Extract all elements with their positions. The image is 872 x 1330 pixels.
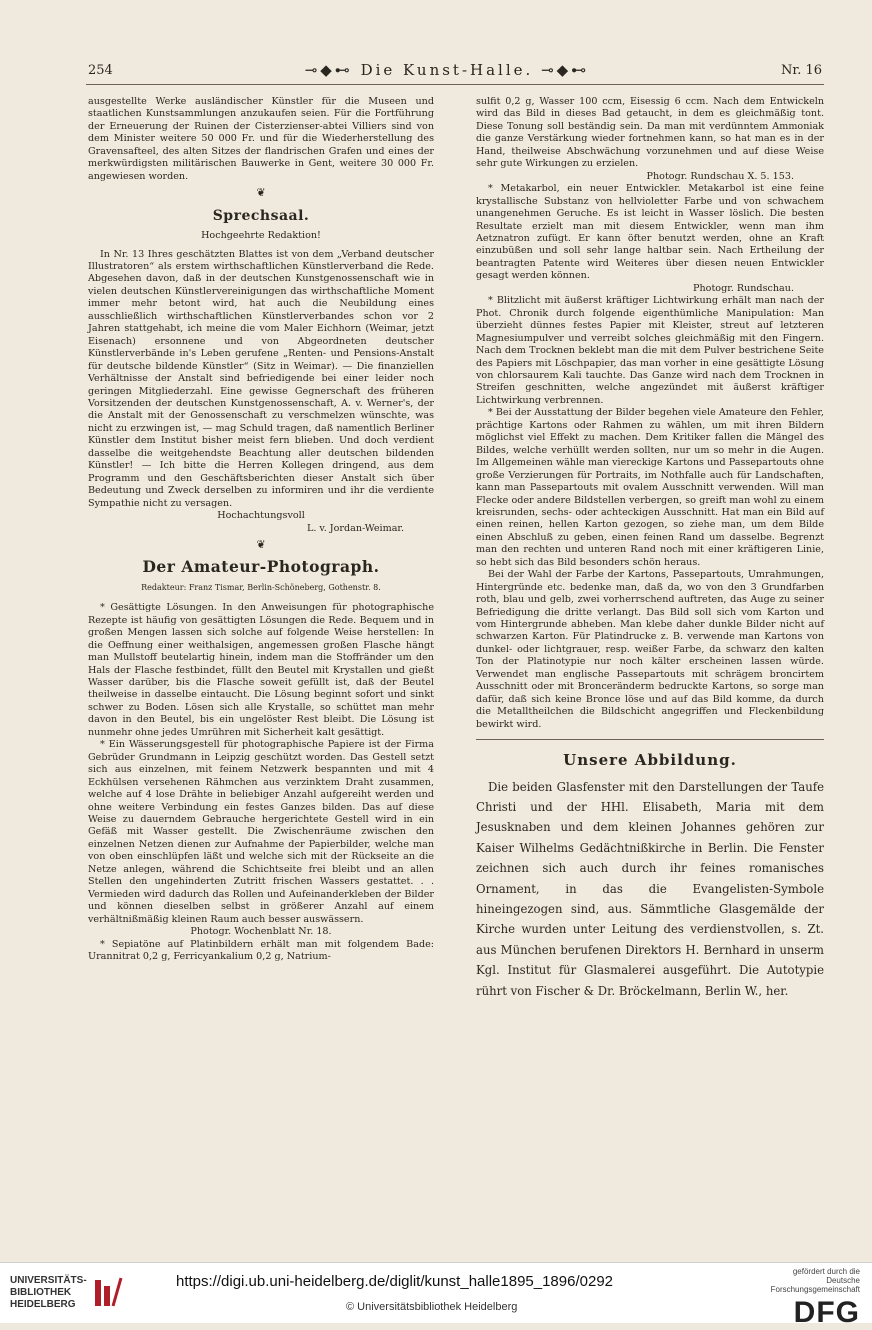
left-column (88, 96, 434, 963)
separator-ornament-icon: ❦ (256, 537, 266, 551)
ornament-left-icon: ⊸◆⊷ (304, 61, 361, 79)
journal-title: ⊸◆⊷ Die Kunst-Halle. ⊸◆⊷ (304, 61, 590, 79)
amateur-editor: Redakteur: Franz Tismar, Berlin-Schöneberg, Gothenstr. 8. (141, 582, 381, 592)
separator-ornament-icon: ❦ (256, 186, 266, 200)
page-url-link[interactable]: https://digi.ub.uni-heidelberg.de/diglit/kunst_halle1895_1896/0292 (176, 1273, 613, 1290)
continued-paragraph: sulfit 0,2 g, Wasser 100 ccm, Eisessig 6 ccm. Nach dem Entwickeln wird das Bild in dieses Bad getaucht, in dem es gleichmäßig tont. Diese Tonung soll beständig sein. Da man mit verdünntem Ammoniak die ganze Verstärkung wieder fortnehmen kann, so hat man es in der Hand, theilweise Abschwächung vorzunehmen und auf diese Weise sehr gute Wirkungen zu erzielen. (476, 96, 824, 170)
library-name: UNIVERSITÄTS- BIBLIOTHEK HEIDELBERG (10, 1275, 87, 1310)
copyright-text: © Universitätsbibliothek Heidelberg (346, 1301, 518, 1313)
sprechsaal-text: In Nr. 13 Ihres geschätzten Blattes ist von dem „Verband deutscher Illustratoren“ als erstem wirthschaftlichen Künstlerverband die Rede. Abgesehen davon, daß in der deutschen Kunstgenossenschaft wie in vielen deutschen Künstlervereinigungen das wirthschaftliche Moment immer mehr betont wird, hat auch die Neubildung eines ausschließlich wirthschaftlichen Künstlerverbandes schon vor 2 Jahren stattgehabt, ich meine die vom Maler Eichhorn (Weimar, jetzt Eisenach) ersonnene und von Abgeordneten deutscher Künstlerverbände in's Leben gerufene „Renten- und Pensions-Anstalt für deutsche bildende Künstler“ (Sitz in Weimar). — Die finanziellen Verhältnisse der Anstalt sind befriedigende bei einer leider noch geringen Mitgliederzahl. Eine gewisse Gegnerschaft des früheren Vorsitzenden der deutschen Kunstgenossenschaft, A. v. Werner's, der die Anstalt mit der Genossenschaft zu verschmelzen wünschte, was nicht zu erzwingen ist, — mag Schuld tragen, daß namentlich Berliner Künstler dem Institut bisher meist fern blieben. Und doch verdient dasselbe die weitgehendste Beachtung aller deutschen bildenden Künstler! — Ich bitte die Herren Kollegen dringend, aus dem Programm und den Geschäftsberichten dieser Anstalt sich über Bedeutung und Zweck derselben zu informiren und ihr die verdiente Sympathie nicht zu versagen. (88, 248, 434, 509)
intro-paragraph: ausgestellte Werke ausländischer Künstler für die Museen und staatlichen Kunstsammlungen anzukaufen seien. Für die Fortführung der Erneuerung der Ruinen der Cisterzienser-abtei Villiers sind von dem Minister weitere 50 000 Fr. und für die Wiederherstellung des Gravensafteel, des alten Sitzes der flandrischen Grafen und eines der merkwürdigsten militärischen Bauwerke in Gent, weitere 30 000 Fr. angewiesen worden. (88, 96, 434, 182)
library-logo[interactable] (10, 1275, 123, 1311)
abbildung-title: Unsere Abbildung. (563, 751, 737, 770)
blitzlicht-paragraph: * Blitzlicht mit äußerst kräftiger Lichtwirkung erhält man nach der Phot. Chronik durch folgende eigenthümliche Manipulation: Man überzieht dünnes festes Papier mit Kleister, streut auf letzteren Magnesiumpulver und verreibt solches gleichmäßig mit den Fingern. Nach dem Trocknen beklebt man die mit dem Pulver bestrichene Seite des Papiers mit Löschpapier, das man vorher in eine gesättigte Lösung von chlorsaurem Kali tauchte. Das Ganze wird nach dem Trocknen in Streifen geschnitten, welche angezündet mit äußerst kräftiger Lichtwirkung verbrennen. (476, 295, 824, 406)
header-rule (86, 84, 824, 85)
running-head (88, 58, 822, 82)
wahl-paragraph: Bei der Wahl der Farbe der Kartons, Passepartouts, Umrahmungen, Hintergründe etc. bedenke man, daß da, wo von den 3 Grundfarben roth, blau und gelb, zwei vorherrschend auftreten, das Auge zu seiner Befriedigung die dritte verlangt. Das Bild soll sich vom Karton und vom Hintergrunde abheben. Man klebe daher dunkle Bilder nicht auf schwarzen Karton. Für Platindrucke z. B. verwende man Kartons von dunkel- oder lichtgrauer, resp. weißer Farbe, da schwarz den kalten Ton der Platinotypie nur noch kälter erscheinen lassen würde. Verwendet man englische Passepartouts mit schrägem broncirtem Ausschnitt oder mit Bronceränderm bedruckte Kartons, so sorge man dafür, daß sich keine Bronce löse und auf das Bild komme, da durch die Metalltheilchen die Bildschicht angegriffen und Fleckenbildung bewirkt wird. (476, 569, 824, 730)
signature: L. v. Jordan-Weimar. (306, 522, 404, 534)
issue-number: Nr. 16 (781, 62, 822, 78)
source-citation: Photogr. Wochenblatt Nr. 18. (190, 926, 332, 938)
funding-note: gefördert durch die Deutsche Forschungsgemeinschaft (770, 1267, 860, 1294)
abbildung-text: Die beiden Glasfenster mit den Darstellungen der Taufe Christi und der HHl. Elisabeth, Maria mit dem Jesusknaben und dem kleinen Johannes gehören zur Kaiser Wilhelms Gedächtnißkirche in Berlin. Die Fenster zeichnen sich auch durch ihr feines romanisches Ornament, in das die Evangelisten-Symbole hineingezogen sind, aus. Sämmtliche Glasgemälde der Kirche wurden unter Leitung des verdienstvollen, s. Zt. aus München berufenen Direktors H. Bernhard in unserm Kgl. Institut für Glasmalerei ausgeführt. Die Autotypie rührt von Fischer & Dr. Bröckelmann, Berlin W., her. (476, 779, 824, 998)
section-rule (476, 739, 824, 740)
sprechsaal-title: Sprechsaal. (212, 207, 310, 224)
source-citation: Photogr. Rundschau. (693, 282, 794, 294)
amateur-title: Der Amateur-Photograph. (142, 557, 380, 577)
viewer-footer (0, 1262, 872, 1329)
library-mark-icon (93, 1276, 123, 1310)
amateur-paragraph-2: * Ein Wässerungsgestell für photographische Papiere ist der Firma Gebrüder Grundmann in Leipzig geschützt worden. Das Gestell setzt sich aus einzelnen, mit feinem Netzwerk bespannten und mit 4 Eckhülsen versehenen Rähmchen aus verzinktem Draht zusammen, welche auf 4 lose Drähte in beliebiger Anzahl aufgereiht werden und ohne weitere Verbindung ein festes Ganzes bilden. Das auf diese Weise zu dauerndem Gebrauche hergerichtete Gestell wird in ein Gefäß mit Wasser gestellt. Die Zwischenräume zwischen den einzelnen Netzen dienen zur Aufnahme der Papierbilder, welche man von oben einschlüpfen läßt und welche sich mit der Rückseite an die Netze anlegen, während die Schichtseite frei bleibt und an allen Stellen den ungehinderten Zutritt frischen Wassers gestattet. . . Vermieden wird dadurch das Rollen und Aufeinanderkleben der Bilder und können dieselben selbst in größerer Anzahl auf einem verhältnißmäßig kleinen Raum auch besser auswässern. (88, 739, 434, 925)
ornament-right-icon: ⊸◆⊷ (533, 61, 590, 79)
ausstattung-paragraph: * Bei der Ausstattung der Bilder begehen viele Amateure den Fehler, prächtige Kartons oder Rahmen zu wählen, um mit ihren Bildern möglichst viel Effekt zu machen. Dem Kritiker fallen die Mängel des Bildes, welche verhüllt werden sollten, nur um so mehr in die Augen. Im Allgemeinen wähle man viereckige Kartons und Passepartouts ohne große Verzierungen für Portraits, im Nothfalle auch für Landschaften, kann man Passepartouts mit ovalem Ausschnitt verwenden. Will man Flecke oder andere Bildstellen verbergen, so greift man wohl zu einem kreisrunden, sechs- oder achteckigen Ausschnitt. Hat man ein Bild auf einen reinen, hellen Karton gezogen, so ziehe man, um dem Bilde einen Abschluß zu geben, einen feinen Rand um dasselbe. Begrenzt man den rechten und unteren Rand noch mit einer kräftigeren Linie, so hebt sich das Bild besonders schön heraus. (476, 407, 824, 568)
amateur-paragraph-3: * Sepiatöne auf Platinbildern erhält man mit folgendem Bade: Urannitrat 0,2 g, Ferricyankalium 0,2 g, Natrium- (88, 938, 434, 962)
amateur-paragraph-1: * Gesättigte Lösungen. In den Anweisungen für photographische Rezepte ist häufig von gesättigten Lösungen die Rede. Bequem und in großen Mengen lassen sich solche auf folgende Weise herstellen: In die Oeffnung einer weithalsigen, angemessen großen Flasche hängt man Mullstoff beutelartig hinein, indem man die Stoffränder um den Hals der Flasche festbindet, füllt den Beutel mit Krystallen und gießt Wasser darüber, bis die Flasche soweit gefüllt ist, daß der Beutel theilweise in dasselbe eintaucht. Die Lösung beginnt sofort und sinkt schwer zu Boden. Lösen sich alle Krystalle, so schüttet man mehr davon in den Beutel, bis ein ungelöster Rest bleibt. Die Lösung ist nunmehr ohne jedes Umrühren mit Sicherheit kalt gesättigt. (88, 602, 434, 738)
dfg-wordmark: DFG (793, 1296, 860, 1329)
page-number: 254 (88, 62, 113, 78)
metakarbol-paragraph: * Metakarbol, ein neuer Entwickler. Metakarbol ist eine feine krystallische Substanz von hellvioletter Farbe und von schwachem unangenehmen Geruche. Es ist leicht in Wasser löslich. Die besten Resultate erzielt man mit diesem Entwickler, wenn man ihm Aetznatron zufügt. Er kann öfter benutzt werden, ohne an Kraft einzubüßen und soll sehr lange haltbar sein. Nach Ertheilung der beantragten Patente wird Weiteres über diesen neuen Entwickler gesagt werden können. (476, 183, 824, 282)
source-citation: Photogr. Rundschau X. 5. 153. (646, 170, 794, 182)
dfg-logo[interactable] (760, 1267, 860, 1330)
salutation: Hochgeehrte Redaktion! (201, 230, 321, 242)
right-column (476, 96, 824, 1001)
closing: Hochachtungsvoll (217, 510, 305, 522)
